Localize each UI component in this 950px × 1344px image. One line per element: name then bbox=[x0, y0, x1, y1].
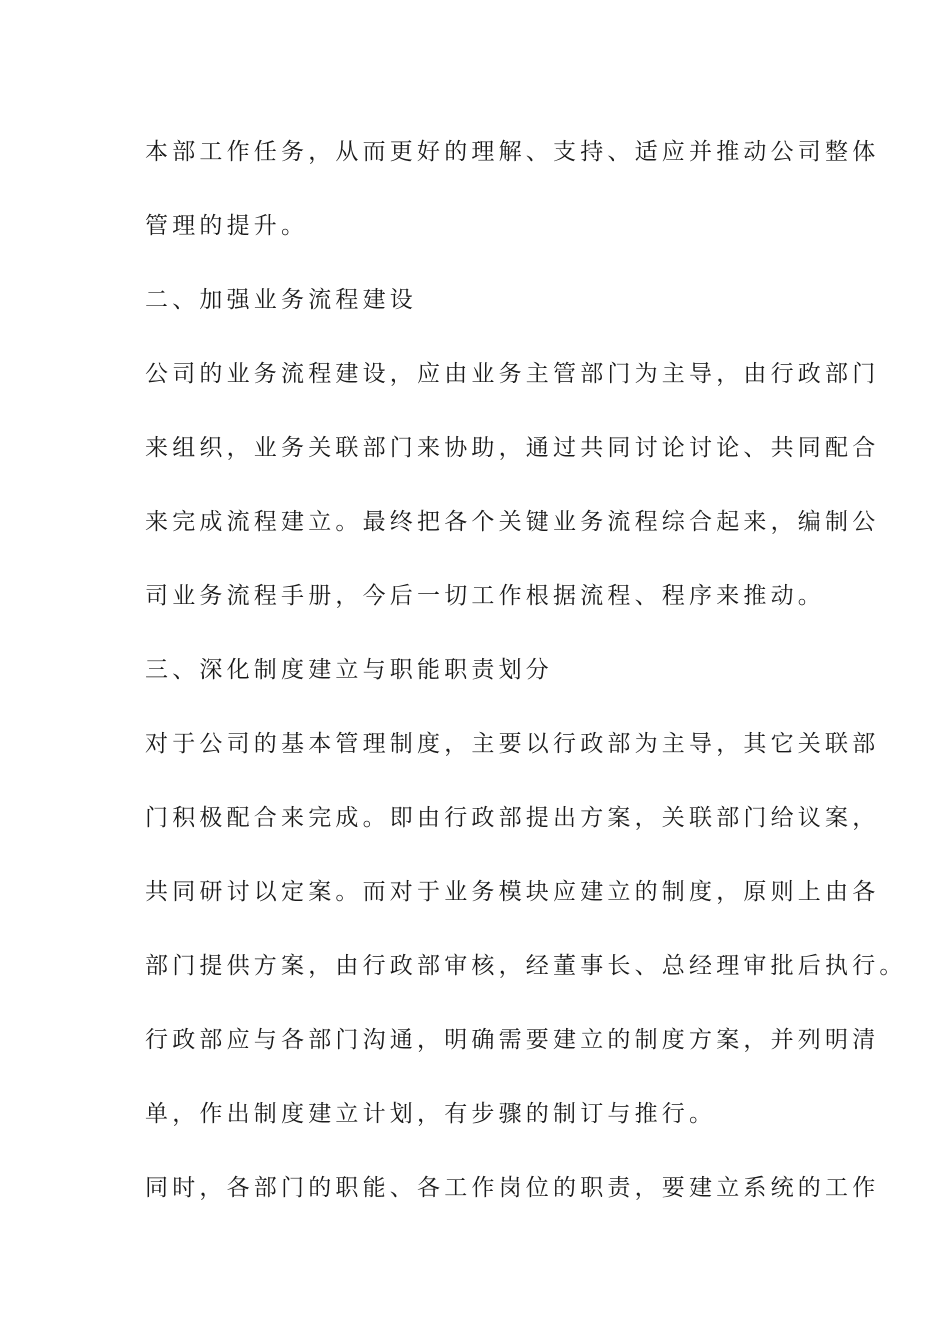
text-line-6: 来完成流程建立。最终把各个关键业务流程综合起来，编制公 bbox=[145, 509, 880, 535]
text-line-11: 共同研讨以定案。而对于业务模块应建立的制度，原则上由各 bbox=[145, 879, 880, 905]
text-line-1: 本部工作任务，从而更好的理解、支持、适应并推动公司整体 bbox=[145, 139, 880, 165]
text-line-2: 管理的提升。 bbox=[145, 213, 309, 239]
section-heading-3: 三、深化制度建立与职能职责划分 bbox=[145, 657, 553, 683]
text-line-14: 单，作出制度建立计划，有步骤的制订与推行。 bbox=[145, 1101, 717, 1127]
text-line-9: 对于公司的基本管理制度，主要以行政部为主导，其它关联部 bbox=[145, 731, 880, 757]
text-line-13: 行政部应与各部门沟通，明确需要建立的制度方案，并列明清 bbox=[145, 1027, 880, 1053]
section-heading-2: 二、加强业务流程建设 bbox=[145, 287, 417, 313]
text-line-7: 司业务流程手册，今后一切工作根据流程、程序来推动。 bbox=[145, 583, 825, 609]
text-line-4: 公司的业务流程建设，应由业务主管部门为主导，由行政部门 bbox=[145, 361, 880, 387]
text-line-10: 门积极配合来完成。即由行政部提出方案，关联部门给议案， bbox=[145, 805, 880, 831]
text-line-5: 来组织，业务关联部门来协助，通过共同讨论讨论、共同配合 bbox=[145, 435, 880, 461]
text-line-15: 同时，各部门的职能、各工作岗位的职责，要建立系统的工作 bbox=[145, 1175, 880, 1201]
text-line-12: 部门提供方案，由行政部审核，经董事长、总经理审批后执行。 bbox=[145, 953, 907, 979]
